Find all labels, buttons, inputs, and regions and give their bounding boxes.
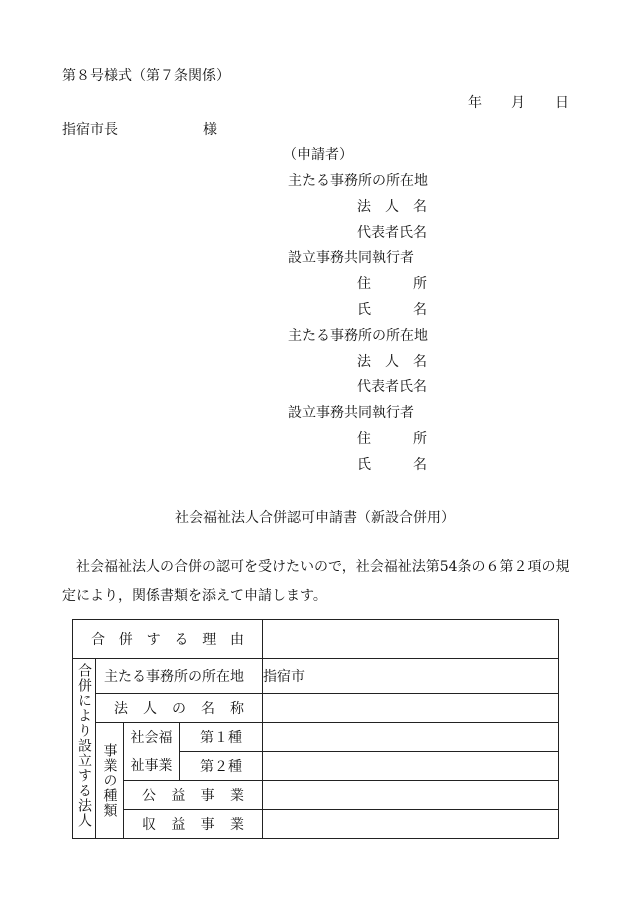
date-year: 年: [468, 95, 482, 111]
applicant-label: （申請者）: [283, 147, 353, 163]
social-welfare-line: 社会福: [130, 729, 173, 746]
person-name-char: 名: [413, 457, 427, 473]
table-row: [73, 620, 559, 659]
person-name-label: [357, 301, 427, 319]
label-char: の: [172, 701, 186, 717]
office-address-cell-label: 主たる事務所の所在地: [96, 659, 263, 694]
social-welfare-line: 祉事業: [130, 757, 173, 774]
reason-label: [73, 620, 263, 659]
type2-value[interactable]: [263, 752, 559, 781]
type1-value[interactable]: [263, 723, 559, 752]
office-address-value[interactable]: 指宿市: [263, 659, 559, 694]
label-char: る: [174, 632, 189, 648]
form-number: 第８号様式（第７条関係）: [62, 68, 230, 84]
rep-name-label: 代表者氏名: [357, 225, 427, 241]
merger-table: [72, 619, 559, 839]
label-char: 公: [142, 788, 156, 804]
social-welfare-label: [124, 723, 180, 781]
label-char: 合: [91, 632, 105, 648]
office-address-label: 主たる事務所の所在地: [288, 328, 428, 344]
table-row: [73, 723, 559, 752]
label-char: 事: [200, 788, 215, 804]
person-name-char: 氏: [357, 457, 371, 473]
new-corp-group-label: [73, 659, 96, 839]
date-month: 月: [511, 95, 525, 111]
residence-label: [357, 430, 427, 448]
label-char: 業: [229, 817, 244, 833]
profit-business-value[interactable]: [263, 810, 559, 839]
label-char: 由: [229, 632, 244, 648]
label-char: す: [146, 632, 161, 648]
label-char: 益: [171, 788, 186, 804]
label-char: 事: [200, 817, 215, 833]
addressee: 指宿市長: [62, 122, 118, 138]
corp-name-value[interactable]: [263, 694, 559, 723]
table-row: [73, 659, 559, 694]
table-row: [73, 781, 559, 810]
public-business-label: [124, 781, 263, 810]
executor-label: 設立事務共同執行者: [288, 250, 414, 266]
person-name-char: 氏: [357, 302, 371, 318]
residence-char: 所: [413, 431, 427, 447]
table-row: [73, 694, 559, 723]
label-char: 人: [143, 701, 157, 717]
residence-label: [357, 275, 427, 293]
table-row: [73, 810, 559, 839]
label-char: 業: [229, 788, 244, 804]
rep-name-label: 代表者氏名: [357, 379, 427, 395]
type2-label: 第２種: [180, 752, 263, 781]
corp-name-cell-label: [96, 694, 263, 723]
honorific: 様: [203, 122, 217, 138]
profit-business-label: [124, 810, 263, 839]
label-char: 収: [142, 817, 156, 833]
type1-label: 第１種: [180, 723, 263, 752]
label-char: 益: [171, 817, 186, 833]
corp-name-label: 法 人 名: [357, 354, 427, 370]
label-char: 法: [114, 701, 128, 717]
office-address-label: 主たる事務所の所在地: [288, 173, 428, 189]
label-char: 名: [201, 701, 215, 717]
residence-char: 住: [357, 431, 371, 447]
document-title: 社会福祉法人合併認可申請書（新設合併用）: [175, 510, 455, 526]
label-char: 称: [230, 701, 244, 717]
reason-value[interactable]: [263, 620, 559, 659]
date-day: 日: [555, 95, 569, 111]
person-name-label: [357, 456, 427, 474]
business-type-label: [96, 723, 124, 839]
public-business-value[interactable]: [263, 781, 559, 810]
body-text: 社会福祉法人の合併の認可を受けたいので，社会福祉法第54条の６第２項の規定により，関係書類を添えて申請します。: [62, 559, 570, 604]
person-name-char: 名: [413, 302, 427, 318]
business-type-text: 事業の種類: [101, 743, 118, 818]
residence-char: 住: [357, 276, 371, 292]
corp-name-label: 法 人 名: [357, 199, 427, 215]
residence-char: 所: [413, 276, 427, 292]
group-label-text: 合併により設立する法人: [76, 663, 92, 828]
label-char: 理: [202, 632, 217, 648]
label-char: 併: [118, 632, 133, 648]
executor-label: 設立事務共同執行者: [288, 405, 414, 421]
